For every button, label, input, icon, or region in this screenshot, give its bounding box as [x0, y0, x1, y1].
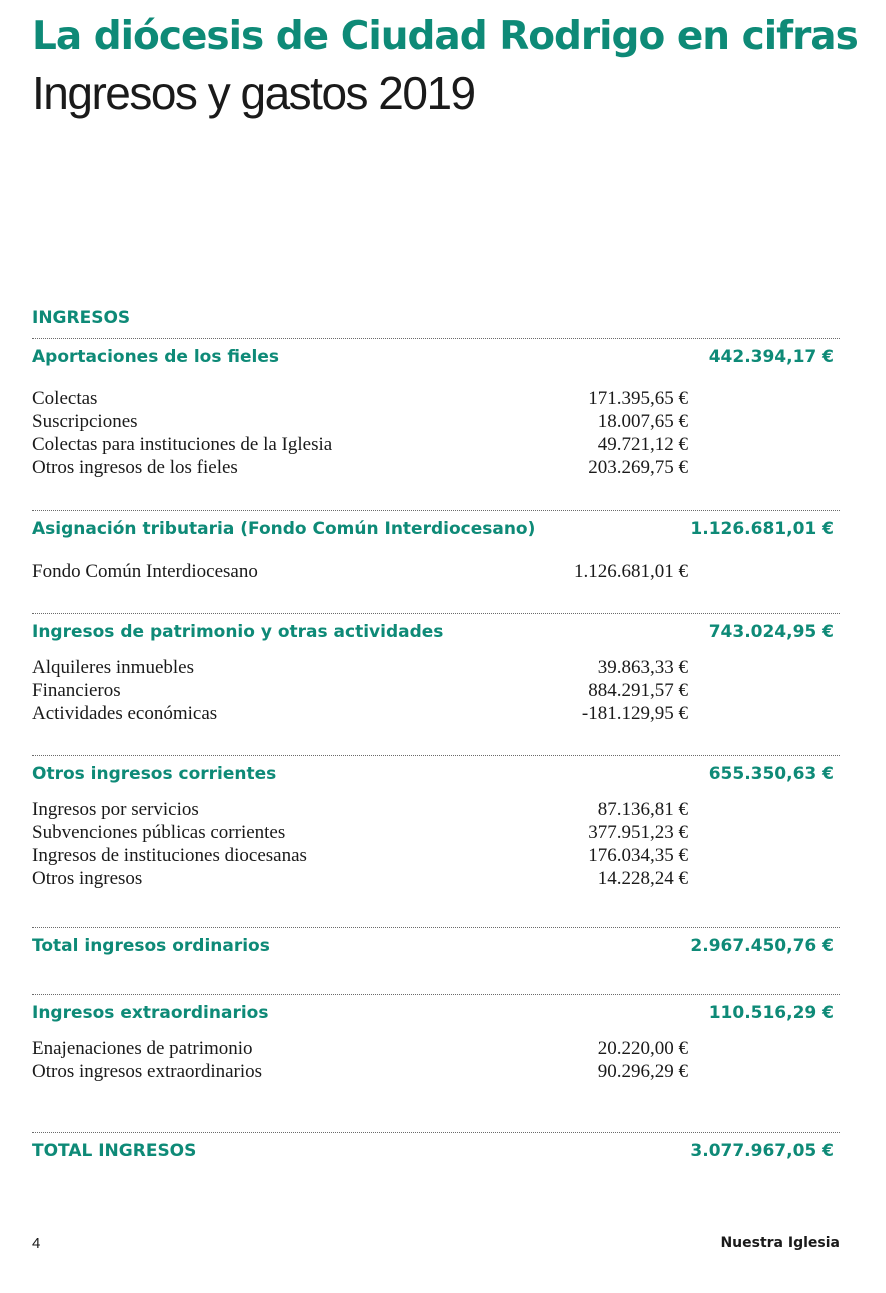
group-header-asignacion-tributaria	[32, 519, 834, 543]
line-item	[32, 680, 688, 703]
line-item	[32, 457, 688, 480]
line-item	[32, 799, 688, 822]
line-item	[32, 868, 688, 891]
group-label: Otros ingresos corrientes	[32, 764, 277, 784]
line-item-amount: 14.228,24 €	[597, 868, 688, 889]
line-item	[32, 822, 688, 845]
divider	[32, 1132, 840, 1133]
line-items-extraordinarios	[32, 1038, 688, 1084]
line-item-amount: 884.291,57 €	[588, 680, 688, 701]
line-item-label: Ingresos de instituciones diocesanas	[32, 845, 307, 866]
group-total: 743.024,95 €	[708, 622, 834, 642]
group-label: TOTAL INGRESOS	[32, 1141, 197, 1161]
group-total: 3.077.967,05 €	[690, 1141, 834, 1161]
line-items-aportaciones	[32, 388, 688, 480]
line-item-label: Actividades económicas	[32, 703, 218, 724]
divider	[32, 510, 840, 511]
group-label: Ingresos extraordinarios	[32, 1003, 269, 1023]
divider	[32, 927, 840, 928]
group-label: Total ingresos ordinarios	[32, 936, 270, 956]
line-item-label: Subvenciones públicas corrientes	[32, 822, 286, 843]
group-header-otros-corrientes	[32, 764, 834, 788]
line-item-label: Suscripciones	[32, 411, 138, 432]
line-item-amount: 1.126.681,01 €	[574, 561, 688, 582]
group-header-patrimonio	[32, 622, 834, 646]
line-items-otros-corrientes	[32, 799, 688, 891]
divider	[32, 994, 840, 995]
group-header-extraordinarios	[32, 1003, 834, 1027]
divider	[32, 755, 840, 756]
page-title: La diócesis de Ciudad Rodrigo en cifras	[32, 14, 858, 59]
line-item	[32, 703, 688, 726]
group-header-total-ingresos	[32, 1141, 834, 1165]
line-item-amount: 377.951,23 €	[588, 822, 688, 843]
line-item	[32, 845, 688, 868]
line-item	[32, 388, 688, 411]
line-item	[32, 434, 688, 457]
line-item	[32, 561, 688, 584]
line-item	[32, 1061, 688, 1084]
line-item-label: Otros ingresos de los fieles	[32, 457, 238, 478]
group-header-total-ordinarios	[32, 936, 834, 960]
line-item-amount: 49.721,12 €	[597, 434, 688, 455]
group-total: 2.967.450,76 €	[690, 936, 834, 956]
group-total: 1.126.681,01 €	[690, 519, 834, 539]
line-items-patrimonio	[32, 657, 688, 726]
line-item-amount: 171.395,65 €	[588, 388, 688, 409]
line-item-label: Ingresos por servicios	[32, 799, 199, 820]
line-item-amount: 18.007,65 €	[597, 411, 688, 432]
group-total: 442.394,17 €	[708, 347, 834, 367]
group-total: 655.350,63 €	[708, 764, 834, 784]
line-item-label: Fondo Común Interdiocesano	[32, 561, 258, 582]
page-number: 4	[32, 1235, 41, 1252]
group-total: 110.516,29 €	[708, 1003, 834, 1023]
line-item-amount: -181.129,95 €	[581, 703, 688, 724]
divider	[32, 613, 840, 614]
group-label: Ingresos de patrimonio y otras actividades	[32, 622, 444, 642]
section-label-ingresos: INGRESOS	[32, 308, 131, 328]
group-label: Aportaciones de los fieles	[32, 347, 280, 367]
group-label: Asignación tributaria (Fondo Común Interdiocesano)	[32, 519, 536, 539]
line-item-label: Enajenaciones de patrimonio	[32, 1038, 253, 1059]
line-item-amount: 90.296,29 €	[597, 1061, 688, 1082]
line-item-label: Colectas para instituciones de la Iglesia	[32, 434, 333, 455]
line-item-label: Financieros	[32, 680, 121, 701]
page-subtitle: Ingresos y gastos 2019	[32, 67, 475, 119]
line-item-label: Otros ingresos	[32, 868, 143, 889]
line-item-label: Alquileres inmuebles	[32, 657, 194, 678]
line-item-amount: 203.269,75 €	[588, 457, 688, 478]
line-item	[32, 411, 688, 434]
line-items-asignacion-tributaria	[32, 561, 688, 584]
line-item-amount: 176.034,35 €	[588, 845, 688, 866]
line-item	[32, 1038, 688, 1061]
publication-name: Nuestra Iglesia	[720, 1235, 840, 1251]
group-header-aportaciones	[32, 347, 834, 371]
line-item	[32, 657, 688, 680]
line-item-amount: 87.136,81 €	[597, 799, 688, 820]
line-item-label: Otros ingresos extraordinarios	[32, 1061, 263, 1082]
line-item-amount: 39.863,33 €	[597, 657, 688, 678]
divider	[32, 338, 840, 339]
line-item-label: Colectas	[32, 388, 98, 409]
line-item-amount: 20.220,00 €	[597, 1038, 688, 1059]
